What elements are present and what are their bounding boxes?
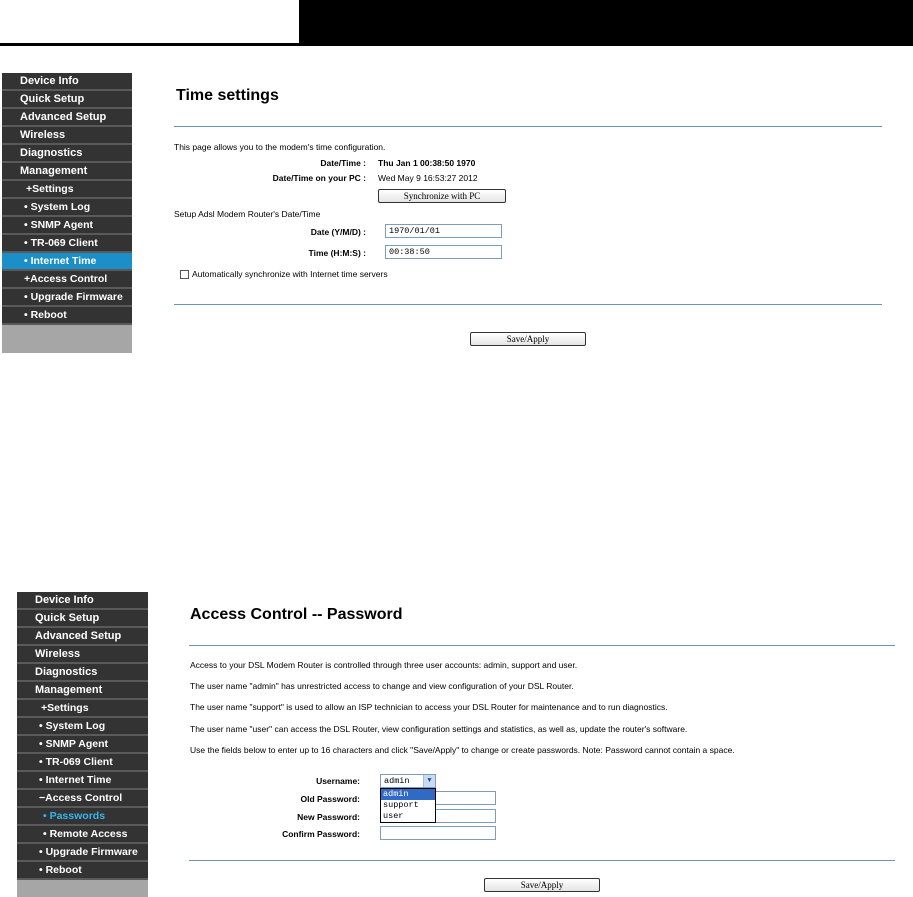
username-select[interactable]: [380, 774, 436, 788]
intro-paragraph-5: Use the fields below to enter up to 16 characters and click "Save/Apply" to change or create passwords. Note: Password cannot contain a space.: [190, 745, 735, 755]
date-label: Date (Y/M/D) :: [310, 227, 366, 237]
sidebar-item-advanced-setup[interactable]: Advanced Setup: [17, 628, 148, 646]
intro-paragraph-3: The user name "support" is used to allow an ISP technician to access your DSL Router for maintenance and to run diagnostics.: [190, 702, 668, 712]
sidebar-item-device-info[interactable]: Device Info: [2, 73, 132, 91]
sidebar-item-upgrade-firmware[interactable]: • Upgrade Firmware: [17, 844, 148, 862]
username-option-admin[interactable]: admin: [381, 789, 435, 800]
sidebar-item-system-log[interactable]: • System Log: [17, 718, 148, 736]
access-control-password-screenshot: [17, 592, 911, 897]
document-header-rule: [0, 43, 913, 46]
title-divider: [174, 126, 882, 127]
sidebar-item-access-control[interactable]: +Access Control: [2, 271, 132, 289]
confirm-password-field[interactable]: [380, 826, 496, 840]
sidebar-item-quick-setup[interactable]: Quick Setup: [17, 610, 148, 628]
bottom-divider: [189, 860, 895, 861]
sidebar-item-remote-access[interactable]: • Remote Access: [17, 826, 148, 844]
sidebar-item-reboot[interactable]: • Reboot: [2, 307, 132, 325]
page-title: Time settings: [176, 87, 279, 104]
sidebar-item-wireless[interactable]: Wireless: [17, 646, 148, 664]
sidebar-filler: [17, 880, 148, 897]
sidebar-item-upgrade-firmware[interactable]: • Upgrade Firmware: [2, 289, 132, 307]
save-apply-button[interactable]: Save/Apply: [484, 878, 600, 892]
sidebar-item-reboot[interactable]: • Reboot: [17, 862, 148, 880]
sidebar-item-system-log[interactable]: • System Log: [2, 199, 132, 217]
time-settings-screenshot: [2, 73, 911, 353]
sidebar-item-internet-time[interactable]: • Internet Time: [17, 772, 148, 790]
new-password-label: New Password:: [297, 812, 360, 822]
sidebar-item-diagnostics[interactable]: Diagnostics: [17, 664, 148, 682]
sidebar-item-tr069-client[interactable]: • TR-069 Client: [2, 235, 132, 253]
page-title: Access Control -- Password: [190, 606, 403, 623]
sidebar-item-advanced-setup[interactable]: Advanced Setup: [2, 109, 132, 127]
pc-datetime-label: Date/Time on your PC :: [272, 173, 366, 183]
sidebar-nav: [17, 592, 148, 897]
time-settings-content: [134, 73, 911, 353]
date-input[interactable]: 1970/01/01: [385, 224, 502, 238]
bottom-divider: [174, 304, 882, 305]
sidebar-item-quick-setup[interactable]: Quick Setup: [2, 91, 132, 109]
datetime-label: Date/Time :: [320, 158, 366, 168]
confirm-password-label: Confirm Password:: [282, 829, 360, 839]
sidebar-item-passwords[interactable]: • Passwords: [17, 808, 148, 826]
intro-paragraph-1: Access to your DSL Modem Router is controlled through three user accounts: admin, support and user.: [190, 660, 578, 670]
setup-heading: Setup Adsl Modem Router's Date/Time: [174, 209, 321, 219]
save-apply-button[interactable]: Save/Apply: [470, 332, 586, 346]
auto-sync-checkbox[interactable]: [180, 270, 189, 279]
datetime-value: Thu Jan 1 00:38:50 1970: [378, 158, 476, 168]
auto-sync-label: Automatically synchronize with Internet time servers: [192, 269, 388, 279]
sidebar-item-wireless[interactable]: Wireless: [2, 127, 132, 145]
username-label: Username:: [316, 776, 360, 786]
sidebar-item-snmp-agent[interactable]: • SNMP Agent: [17, 736, 148, 754]
intro-paragraph-4: The user name "user" can access the DSL Router, view configuration settings and statistics, as well as, update the router's software.: [190, 724, 688, 734]
sidebar-filler: [2, 325, 132, 353]
sidebar-item-settings[interactable]: +Settings: [2, 181, 132, 199]
sidebar-item-access-control[interactable]: −Access Control: [17, 790, 148, 808]
sidebar-item-device-info[interactable]: Device Info: [17, 592, 148, 610]
username-select-value: admin: [384, 776, 410, 786]
sidebar-item-settings[interactable]: +Settings: [17, 700, 148, 718]
username-dropdown-list: [380, 788, 436, 823]
old-password-label: Old Password:: [300, 794, 360, 804]
sidebar-item-tr069-client[interactable]: • TR-069 Client: [17, 754, 148, 772]
username-option-support[interactable]: support: [383, 800, 419, 810]
sidebar-item-management[interactable]: Management: [17, 682, 148, 700]
intro-text: This page allows you to the modem's time configuration.: [174, 142, 386, 152]
sidebar-nav: [2, 73, 132, 353]
title-divider: [189, 645, 895, 646]
sidebar-item-snmp-agent[interactable]: • SNMP Agent: [2, 217, 132, 235]
sidebar-item-diagnostics[interactable]: Diagnostics: [2, 145, 132, 163]
time-input[interactable]: 00:38:50: [385, 245, 502, 259]
sidebar-item-management[interactable]: Management: [2, 163, 132, 181]
password-content: [150, 592, 911, 897]
sidebar-item-internet-time[interactable]: • Internet Time: [2, 253, 132, 271]
chevron-down-icon[interactable]: ▼: [423, 775, 435, 787]
username-option-user[interactable]: user: [383, 811, 404, 821]
intro-paragraph-2: The user name "admin" has unrestricted access to change and view configuration of your DSL Router.: [190, 681, 574, 691]
time-label: Time (H:M:S) :: [308, 248, 366, 258]
document-header-bar: [299, 0, 913, 43]
pc-datetime-value: Wed May 9 16:53:27 2012: [378, 173, 478, 183]
synchronize-with-pc-button[interactable]: Synchronize with PC: [378, 189, 506, 203]
